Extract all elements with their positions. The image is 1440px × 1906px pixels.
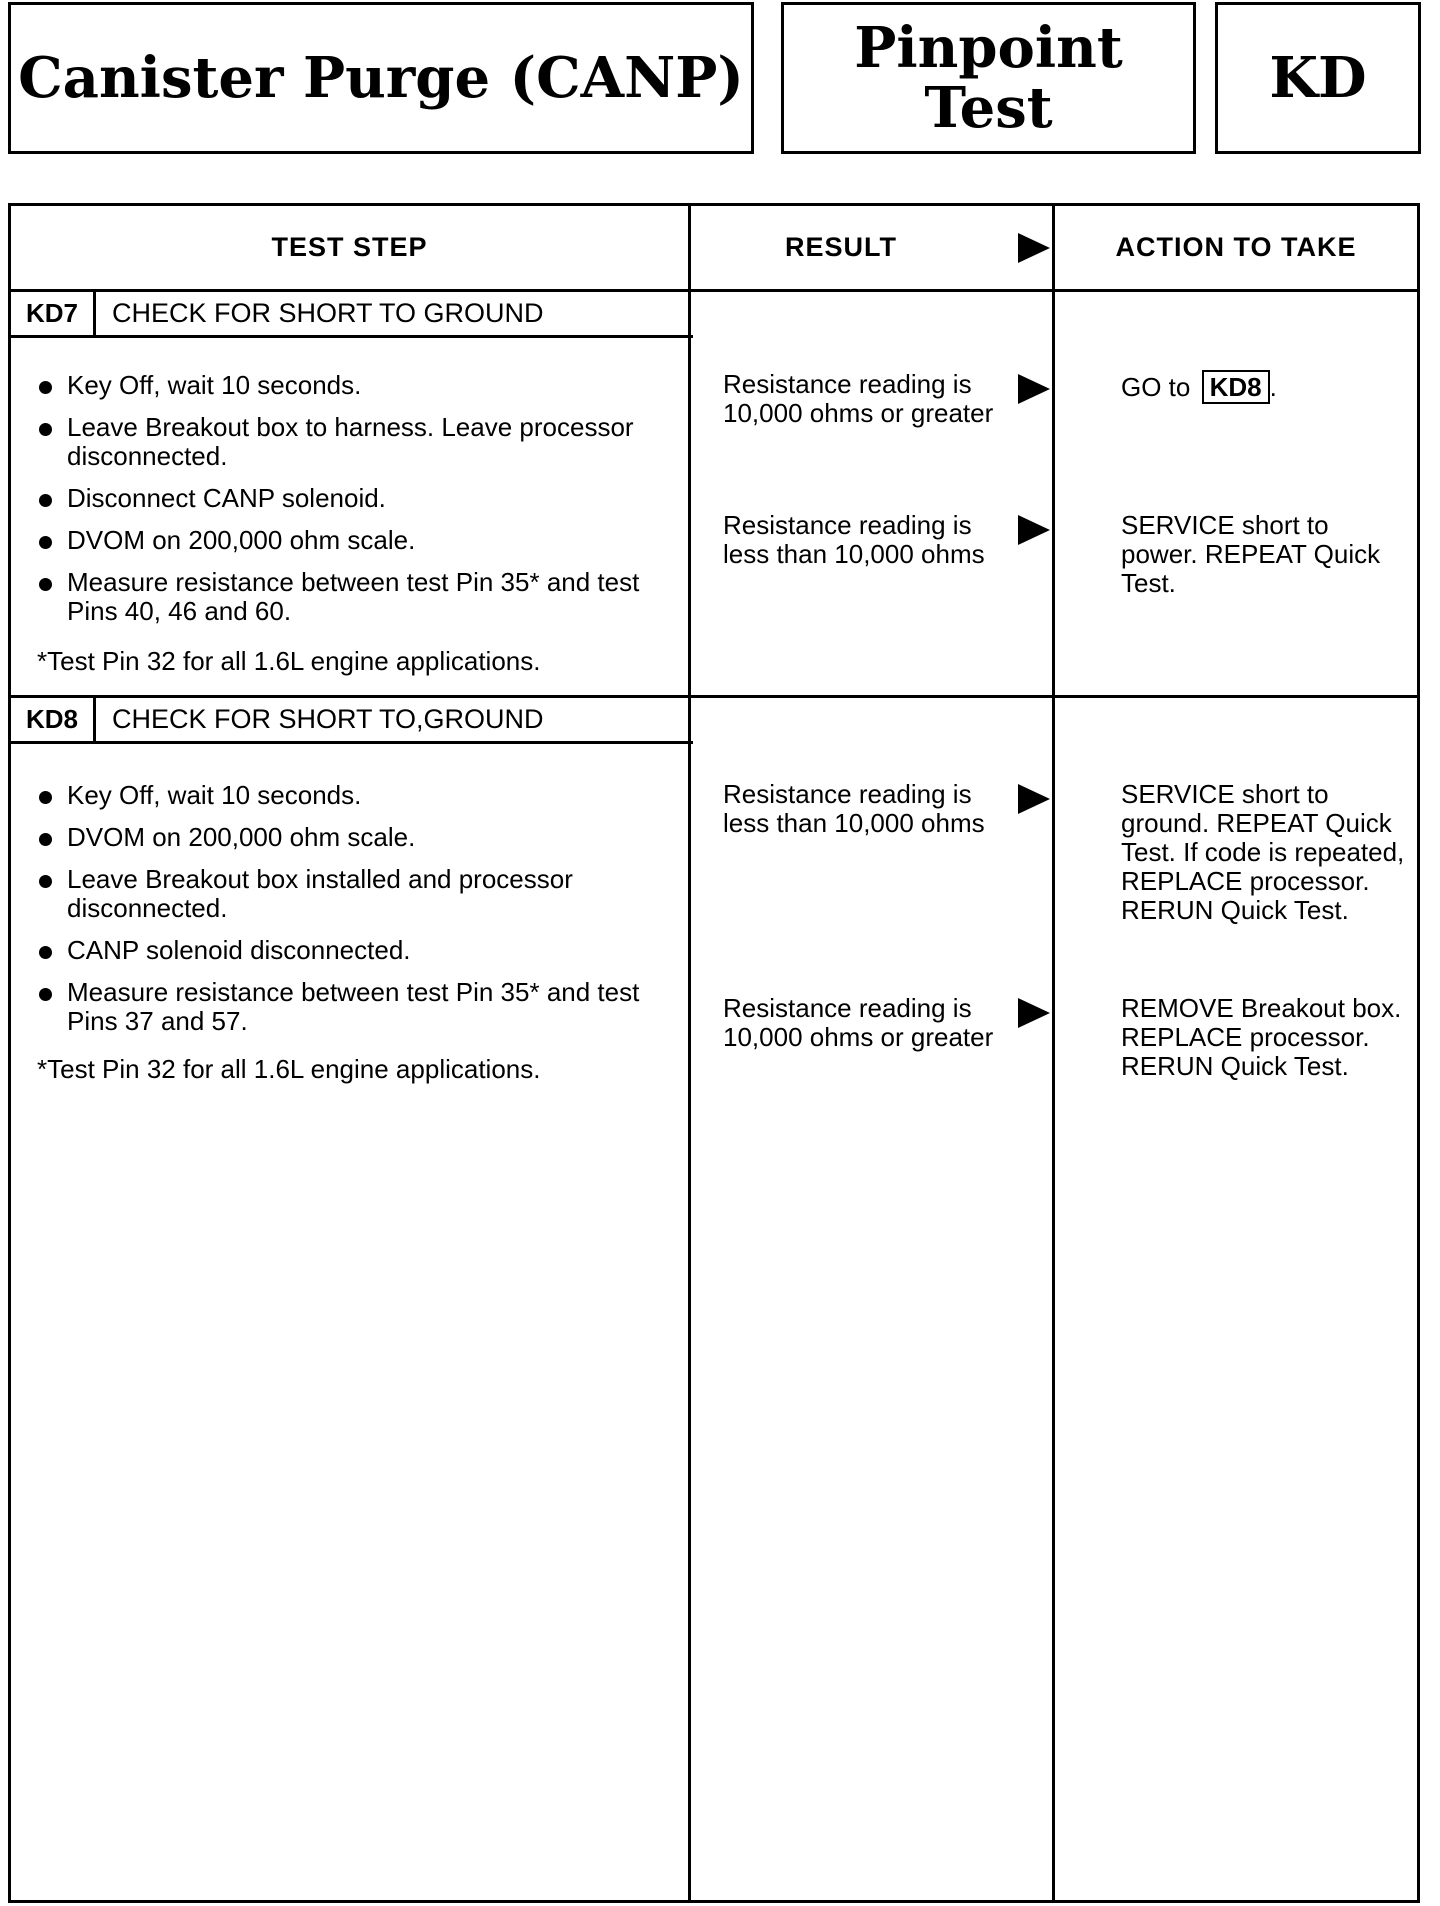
test-type-line2: Test: [924, 75, 1053, 141]
test-type-box: [781, 2, 1196, 154]
instruction-item: Measure resistance between test Pin 35* and test Pins 40, 46 and 60.: [33, 568, 673, 626]
test-type-line1: Pinpoint: [854, 15, 1123, 81]
step-reference-link[interactable]: KD8: [1202, 370, 1270, 404]
step-header-kd8: [11, 698, 693, 744]
test-table: [8, 203, 1420, 1903]
column-header-result: RESULT: [785, 232, 897, 262]
step-instructions-kd7: [33, 371, 673, 639]
action-text: SERVICE short to ground. REPEAT Quick Test. If code is repeated, REPLACE processor. RERUN Quick Test.: [1121, 779, 1405, 925]
step-note: *Test Pin 32 for all 1.6L engine applications.: [37, 646, 541, 676]
column-divider-1: [688, 206, 691, 1900]
result-text: Resistance reading is less than 10,000 ohms: [723, 510, 985, 569]
test-code-box: [1215, 2, 1421, 154]
title-text: Canister Purge (CANP): [18, 45, 744, 111]
instruction-item: Leave Breakout box installed and processor disconnected.: [33, 865, 673, 923]
step-id: KD8: [11, 698, 96, 741]
result-text: Resistance reading is less than 10,000 ohms: [723, 779, 985, 838]
instruction-item: Key Off, wait 10 seconds.: [33, 371, 673, 400]
action-text: SERVICE short to power. REPEAT Quick Test.: [1121, 510, 1381, 598]
action-prefix: GO to: [1121, 372, 1191, 402]
instruction-item: CANP solenoid disconnected.: [33, 936, 673, 965]
test-code: KD: [1269, 45, 1367, 111]
action-text: [1121, 370, 1411, 404]
column-header-test-step: TEST STEP: [271, 232, 428, 262]
instruction-item: Measure resistance between test Pin 35* and test Pins 37 and 57.: [33, 978, 673, 1036]
instruction-item: Disconnect CANP solenoid.: [33, 484, 673, 513]
step-header-kd7: [11, 292, 693, 338]
instruction-item: Key Off, wait 10 seconds.: [33, 781, 673, 810]
step-instructions-kd8: [33, 781, 673, 1049]
result-arrow-icon: [1018, 233, 1050, 263]
instruction-item: DVOM on 200,000 ohm scale.: [33, 526, 673, 555]
step-note: *Test Pin 32 for all 1.6L engine applications.: [37, 1054, 541, 1084]
instruction-item: Leave Breakout box to harness. Leave processor disconnected.: [33, 413, 673, 471]
page-title: [8, 2, 754, 154]
instruction-item: DVOM on 200,000 ohm scale.: [33, 823, 673, 852]
result-arrow-icon: [1018, 515, 1050, 545]
result-arrow-icon: [1018, 784, 1050, 814]
column-header-action: ACTION TO TAKE: [1115, 232, 1357, 262]
step-title: CHECK FOR SHORT TO GROUND: [112, 298, 544, 328]
result-text: Resistance reading is 10,000 ohms or greater: [723, 369, 994, 428]
column-divider-2: [1052, 206, 1055, 1900]
action-suffix: .: [1269, 372, 1277, 402]
result-text: Resistance reading is 10,000 ohms or greater: [723, 993, 994, 1052]
action-text: REMOVE Breakout box. REPLACE processor. RERUN Quick Test.: [1121, 993, 1402, 1081]
step-title: CHECK FOR SHORT TO,GROUND: [112, 704, 544, 734]
step-id: KD7: [11, 292, 96, 335]
result-arrow-icon: [1018, 374, 1050, 404]
result-arrow-icon: [1018, 998, 1050, 1028]
